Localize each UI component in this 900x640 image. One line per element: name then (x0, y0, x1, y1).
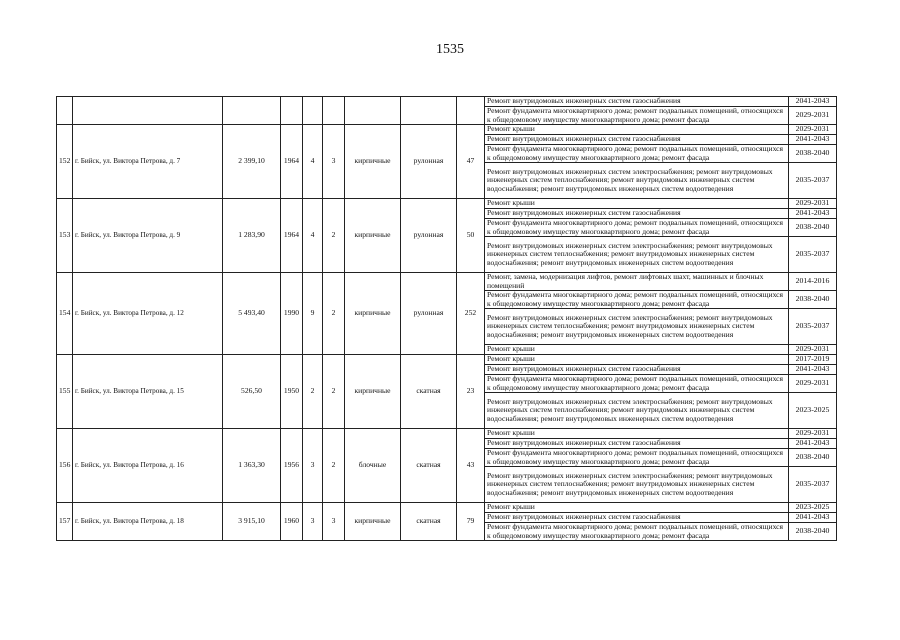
row-number: 153 (57, 199, 73, 273)
build-year: 1990 (281, 273, 303, 355)
total-area: 3 915,10 (223, 503, 281, 541)
row-number: 157 (57, 503, 73, 541)
row-number: 154 (57, 273, 73, 355)
build-year: 1960 (281, 503, 303, 541)
table-row (57, 355, 837, 365)
work-type: Ремонт крыши (485, 503, 789, 513)
work-years: 2041-2043 (789, 209, 837, 219)
row-number: 152 (57, 125, 73, 199)
roof-type: рулонная (401, 125, 457, 199)
building-address: г. Бийск, ул. Виктора Петрова, д. 12 (73, 273, 223, 355)
work-type: Ремонт крыши (485, 125, 789, 135)
empty-cell (57, 97, 73, 125)
entrances-count: 2 (323, 199, 345, 273)
work-type: Ремонт внутридомовых инженерных систем электроснабжения; ремонт внутридомовых инженерных систем теплоснабжения; ремонт внутридомовых инженерных систем водоснабжения; ремонт внутридомовых инженерных систем водоотведения (485, 163, 789, 199)
empty-cell (323, 97, 345, 125)
roof-type: скатная (401, 503, 457, 541)
build-year: 1964 (281, 199, 303, 273)
roof-type: рулонная (401, 199, 457, 273)
work-years: 2038-2040 (789, 523, 837, 541)
work-years: 2023-2025 (789, 393, 837, 429)
floors-count: 2 (303, 355, 323, 429)
building-address: г. Бийск, ул. Виктора Петрова, д. 16 (73, 429, 223, 503)
wall-material: кирпичные (345, 273, 401, 355)
work-years: 2041-2043 (789, 513, 837, 523)
build-year: 1956 (281, 429, 303, 503)
floors-count: 9 (303, 273, 323, 355)
work-years: 2023-2025 (789, 503, 837, 513)
row-number: 155 (57, 355, 73, 429)
table-row (57, 503, 837, 513)
work-type: Ремонт внутридомовых инженерных систем электроснабжения; ремонт внутридомовых инженерных систем теплоснабжения; ремонт внутридомовых инженерных систем водоснабжения; ремонт внутридомовых инженерных систем водоотведения (485, 309, 789, 345)
work-type: Ремонт фундамента многоквартирного дома; ремонт подвальных помещений, относящихся к общедомовому имуществу многоквартирного дома; ремонт фасада (485, 145, 789, 163)
work-type: Ремонт крыши (485, 345, 789, 355)
floors-count: 3 (303, 503, 323, 541)
apartments-count: 47 (457, 125, 485, 199)
wall-material: кирпичные (345, 199, 401, 273)
work-years: 2041-2043 (789, 365, 837, 375)
build-year: 1950 (281, 355, 303, 429)
entrances-count: 2 (323, 273, 345, 355)
apartments-count: 50 (457, 199, 485, 273)
table-row (57, 429, 837, 439)
wall-material: кирпичные (345, 503, 401, 541)
work-type: Ремонт внутридомовых инженерных систем газоснабжения (485, 439, 789, 449)
entrances-count: 3 (323, 503, 345, 541)
apartments-count: 43 (457, 429, 485, 503)
work-years: 2029-2031 (789, 429, 837, 439)
building-address: г. Бийск, ул. Виктора Петрова, д. 7 (73, 125, 223, 199)
work-type: Ремонт внутридомовых инженерных систем газоснабжения (485, 365, 789, 375)
work-years: 2038-2040 (789, 145, 837, 163)
empty-cell (345, 97, 401, 125)
capital-repair-table (56, 96, 837, 541)
work-years: 2029-2031 (789, 107, 837, 125)
apartments-count: 23 (457, 355, 485, 429)
work-years: 2035-2037 (789, 309, 837, 345)
floors-count: 4 (303, 125, 323, 199)
work-type: Ремонт внутридомовых инженерных систем газоснабжения (485, 209, 789, 219)
work-type: Ремонт фундамента многоквартирного дома; ремонт подвальных помещений, относящихся к общедомовому имуществу многоквартирного дома; ремонт фасада (485, 219, 789, 237)
building-address: г. Бийск, ул. Виктора Петрова, д. 15 (73, 355, 223, 429)
work-years: 2017-2019 (789, 355, 837, 365)
work-type: Ремонт фундамента многоквартирного дома; ремонт подвальных помещений, относящихся к общедомовому имуществу многоквартирного дома; ремонт фасада (485, 523, 789, 541)
wall-material: блочные (345, 429, 401, 503)
work-years: 2014-2016 (789, 273, 837, 291)
total-area: 2 399,10 (223, 125, 281, 199)
work-type: Ремонт внутридомовых инженерных систем электроснабжения; ремонт внутридомовых инженерных систем теплоснабжения; ремонт внутридомовых инженерных систем водоснабжения; ремонт внутридомовых инженерных систем водоотведения (485, 237, 789, 273)
total-area: 1 283,90 (223, 199, 281, 273)
work-type: Ремонт фундамента многоквартирного дома; ремонт подвальных помещений, относящихся к общедомовому имуществу многоквартирного дома; ремонт фасада (485, 291, 789, 309)
work-years: 2041-2043 (789, 97, 837, 107)
apartments-count: 79 (457, 503, 485, 541)
table-body (57, 97, 837, 541)
work-years: 2029-2031 (789, 375, 837, 393)
work-years: 2041-2043 (789, 135, 837, 145)
work-type: Ремонт крыши (485, 199, 789, 209)
entrances-count: 2 (323, 429, 345, 503)
building-address: г. Бийск, ул. Виктора Петрова, д. 18 (73, 503, 223, 541)
work-type: Ремонт фундамента многоквартирного дома; ремонт подвальных помещений, относящихся к общедомовому имуществу многоквартирного дома; ремонт фасада (485, 375, 789, 393)
work-type: Ремонт, замена, модернизация лифтов, ремонт лифтовых шахт, машинных и блочных помещений (485, 273, 789, 291)
work-years: 2029-2031 (789, 199, 837, 209)
work-years: 2038-2040 (789, 449, 837, 467)
work-years: 2041-2043 (789, 439, 837, 449)
empty-cell (401, 97, 457, 125)
work-type: Ремонт крыши (485, 355, 789, 365)
wall-material: кирпичные (345, 125, 401, 199)
roof-type: скатная (401, 429, 457, 503)
empty-cell (303, 97, 323, 125)
work-type: Ремонт внутридомовых инженерных систем электроснабжения; ремонт внутридомовых инженерных систем теплоснабжения; ремонт внутридомовых инженерных систем водоснабжения; ремонт внутридомовых инженерных систем водоотведения (485, 467, 789, 503)
table-row (57, 97, 837, 107)
work-years: 2029-2031 (789, 125, 837, 135)
work-type: Ремонт внутридомовых инженерных систем газоснабжения (485, 97, 789, 107)
total-area: 526,50 (223, 355, 281, 429)
work-type: Ремонт внутридомовых инженерных систем газоснабжения (485, 135, 789, 145)
work-type: Ремонт фундамента многоквартирного дома; ремонт подвальных помещений, относящихся к общедомовому имуществу многоквартирного дома; ремонт фасада (485, 449, 789, 467)
work-years: 2038-2040 (789, 291, 837, 309)
row-number: 156 (57, 429, 73, 503)
empty-cell (223, 97, 281, 125)
work-years: 2035-2037 (789, 163, 837, 199)
empty-cell (281, 97, 303, 125)
work-type: Ремонт крыши (485, 429, 789, 439)
work-years: 2035-2037 (789, 237, 837, 273)
empty-cell (457, 97, 485, 125)
total-area: 1 363,30 (223, 429, 281, 503)
work-years: 2035-2037 (789, 467, 837, 503)
work-years: 2038-2040 (789, 219, 837, 237)
entrances-count: 2 (323, 355, 345, 429)
apartments-count: 252 (457, 273, 485, 355)
floors-count: 3 (303, 429, 323, 503)
work-type: Ремонт внутридомовых инженерных систем электроснабжения; ремонт внутридомовых инженерных систем теплоснабжения; ремонт внутридомовых инженерных систем водоснабжения; ремонт внутридомовых инженерных систем водоотведения (485, 393, 789, 429)
wall-material: кирпичные (345, 355, 401, 429)
table-row (57, 125, 837, 135)
roof-type: скатная (401, 355, 457, 429)
table-row (57, 273, 837, 291)
build-year: 1964 (281, 125, 303, 199)
entrances-count: 3 (323, 125, 345, 199)
total-area: 5 493,40 (223, 273, 281, 355)
roof-type: рулонная (401, 273, 457, 355)
empty-cell (73, 97, 223, 125)
page-number: 1535 (436, 42, 464, 57)
floors-count: 4 (303, 199, 323, 273)
work-type: Ремонт фундамента многоквартирного дома; ремонт подвальных помещений, относящихся к общедомовому имуществу многоквартирного дома; ремонт фасада (485, 107, 789, 125)
building-address: г. Бийск, ул. Виктора Петрова, д. 9 (73, 199, 223, 273)
work-type: Ремонт внутридомовых инженерных систем газоснабжения (485, 513, 789, 523)
work-years: 2029-2031 (789, 345, 837, 355)
table-row (57, 199, 837, 209)
